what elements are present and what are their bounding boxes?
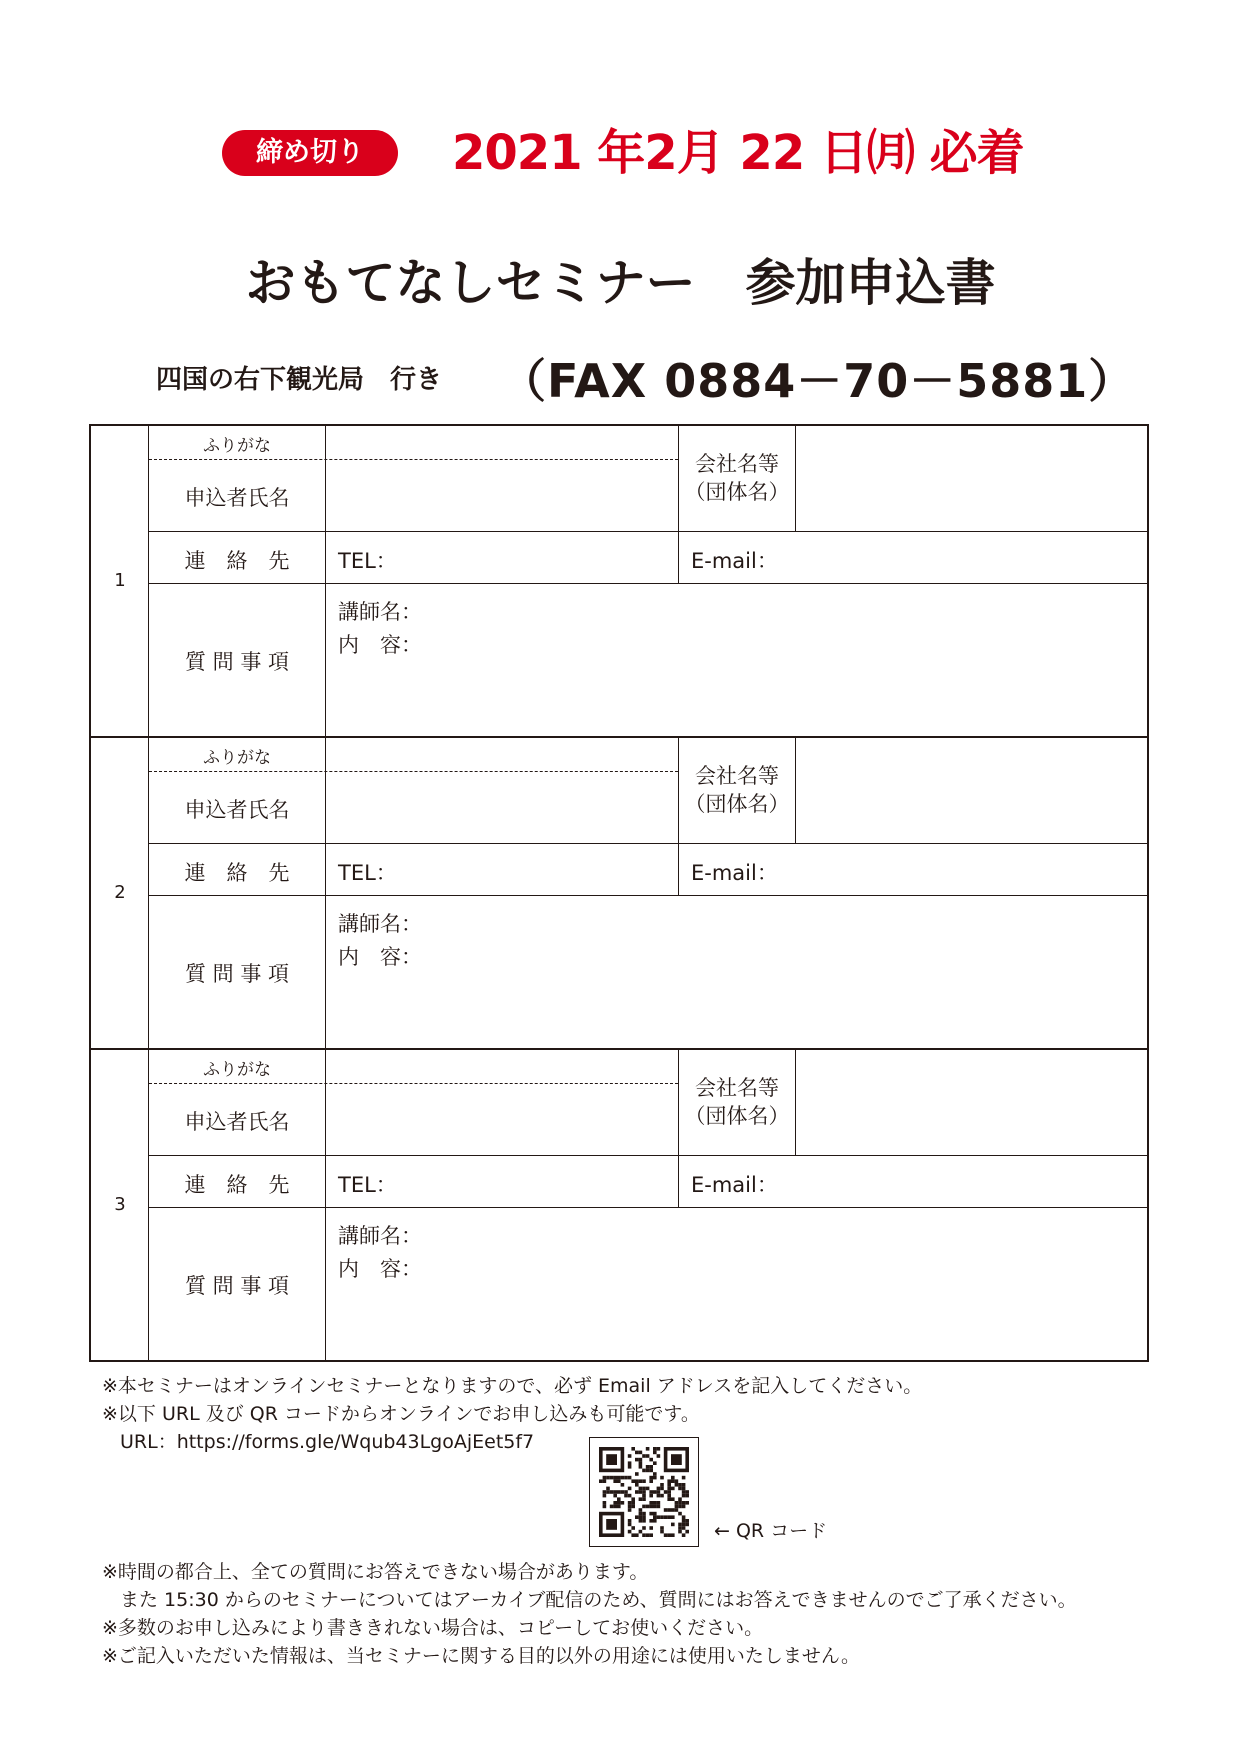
note-time-limit: ※時間の都合上、全ての質問にお答えできない場合があります。 xyxy=(102,1561,649,1583)
furigana-label: ふりがな xyxy=(203,748,271,768)
note-copy: ※多数のお申し込みにより書ききれない場合は、コピーしてお使いください。 xyxy=(102,1617,764,1639)
applicant-name-field[interactable] xyxy=(326,772,678,843)
note-url[interactable]: URL：https://forms.gle/Wqub43LgoAjEet5f7 xyxy=(120,1431,535,1453)
entry-block xyxy=(91,738,1147,1050)
email-label: E-mail： xyxy=(691,549,778,573)
deadline-badge: 締め切り xyxy=(222,130,398,176)
tel-field[interactable] xyxy=(326,532,678,583)
entry-number-cell xyxy=(91,1050,149,1362)
company-field[interactable] xyxy=(796,1050,1147,1155)
lecturer-label: 講師名： xyxy=(338,1224,422,1248)
email-label: E-mail： xyxy=(691,1173,778,1197)
entry-block xyxy=(91,426,1147,738)
applicant-name-field[interactable] xyxy=(326,1084,678,1155)
furigana-label: ふりがな xyxy=(203,1060,271,1080)
applicant-name-label: 申込者氏名 xyxy=(184,798,290,822)
notes-bottom xyxy=(102,1558,1222,1670)
deadline-date: 2021 年2月 22 日㈪ 必着 xyxy=(452,125,1024,181)
questions-field[interactable] xyxy=(326,584,1147,736)
content-label: 内 容： xyxy=(338,633,422,657)
lecturer-label: 講師名： xyxy=(338,600,422,624)
email-field[interactable] xyxy=(679,844,1147,895)
content-label: 内 容： xyxy=(338,1257,422,1281)
note-archive: また 15:30 からのセミナーについてはアーカイブ配信のため、質問にはお答えできませんのでご了承ください。 xyxy=(120,1589,1077,1611)
email-field[interactable] xyxy=(679,1156,1147,1207)
content-label: 内 容： xyxy=(338,945,422,969)
contact-label: 連 絡 先 xyxy=(184,1173,290,1197)
entry-number: 1 xyxy=(114,570,126,591)
tel-label: TEL： xyxy=(338,861,397,885)
questions-label: 質 問 事 項 xyxy=(184,650,290,674)
tel-label: TEL： xyxy=(338,549,397,573)
company-label-line2: （団体名） xyxy=(684,1104,790,1128)
entry-number: 2 xyxy=(114,882,126,903)
application-form xyxy=(89,424,1149,1362)
applicant-name-label: 申込者氏名 xyxy=(184,1110,290,1134)
company-label xyxy=(679,762,795,818)
note-online-apply: ※以下 URL 及び QR コードからオンラインでお申し込みも可能です。 xyxy=(102,1403,700,1425)
company-label-line1: 会社名等 xyxy=(695,764,779,788)
contact-label: 連 絡 先 xyxy=(184,861,290,885)
contact-label: 連 絡 先 xyxy=(184,549,290,573)
qr-code[interactable] xyxy=(589,1437,699,1547)
qr-code-icon xyxy=(590,1438,698,1546)
recipient-name: 四国の右下観光局 行き xyxy=(156,365,443,395)
applicant-name-field[interactable] xyxy=(326,460,678,531)
entry-number-cell xyxy=(91,426,149,736)
company-label xyxy=(679,450,795,506)
company-label-line2: （団体名） xyxy=(684,480,790,504)
email-field[interactable] xyxy=(679,532,1147,583)
company-field[interactable] xyxy=(796,426,1147,531)
questions-field[interactable] xyxy=(326,1208,1147,1360)
questions-label: 質 問 事 項 xyxy=(184,962,290,986)
note-email-required: ※本セミナーはオンラインセミナーとなりますので、必ず Email アドレスを記入してください。 xyxy=(102,1375,923,1397)
furigana-field[interactable] xyxy=(326,426,678,459)
company-field[interactable] xyxy=(796,738,1147,843)
tel-field[interactable] xyxy=(326,1156,678,1207)
fax-number: （FAX 0884－70－5881） xyxy=(500,354,1136,408)
entry-block xyxy=(91,1050,1147,1362)
questions-label: 質 問 事 項 xyxy=(184,1274,290,1298)
questions-field[interactable] xyxy=(326,896,1147,1048)
furigana-field[interactable] xyxy=(326,738,678,771)
company-label xyxy=(679,1074,795,1130)
company-label-line2: （団体名） xyxy=(684,792,790,816)
company-label-line1: 会社名等 xyxy=(695,1076,779,1100)
note-privacy: ※ご記入いただいた情報は、当セミナーに関する目的以外の用途には使用いたしません。 xyxy=(102,1645,861,1667)
applicant-name-label: 申込者氏名 xyxy=(184,486,290,510)
tel-field[interactable] xyxy=(326,844,678,895)
entry-number: 3 xyxy=(114,1194,126,1215)
email-label: E-mail： xyxy=(691,861,778,885)
lecturer-label: 講師名： xyxy=(338,912,422,936)
entry-number-cell xyxy=(91,738,149,1048)
qr-label: ← QR コード xyxy=(714,1520,828,1542)
tel-label: TEL： xyxy=(338,1173,397,1197)
page-title: おもてなしセミナー 参加申込書 xyxy=(245,254,996,312)
deadline-banner xyxy=(0,122,1241,194)
furigana-label: ふりがな xyxy=(203,436,271,456)
company-label-line1: 会社名等 xyxy=(695,452,779,476)
furigana-field[interactable] xyxy=(326,1050,678,1083)
